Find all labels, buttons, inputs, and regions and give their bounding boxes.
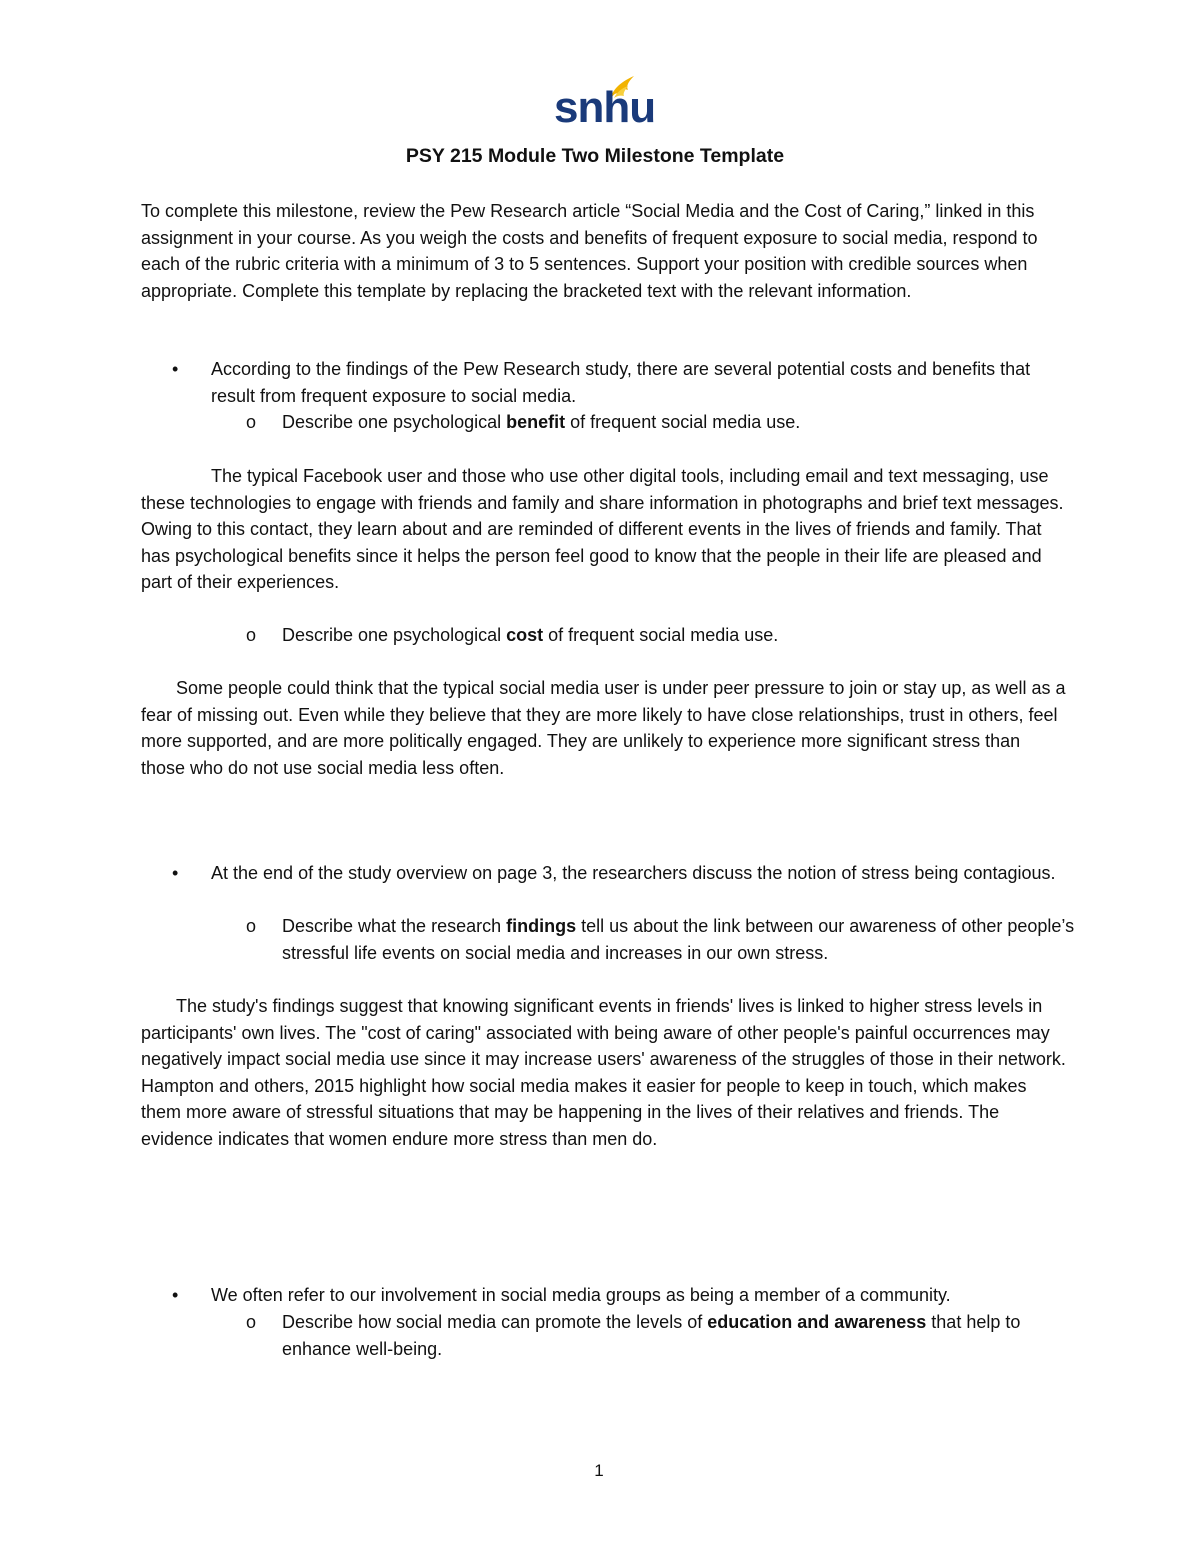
answer-paragraph-2: Some people could think that the typical social media user is under peer pressure to join or stay up, as well as a fear of missing out. Even while they believe that they are more likely to have close relationships, trust in others, feel more supported, and are more politically engaged. They are unlikely to experience more significant stress than those who do not use social media less often.	[141, 678, 1066, 778]
logo-wordmark: snhu	[554, 83, 656, 132]
prompt-keyword: benefit	[506, 412, 566, 432]
prompt-keyword: findings	[506, 916, 577, 936]
bullet-text-3: We often refer to our involvement in social media groups as being a member of a community.	[211, 1285, 951, 1305]
prompt-text: Describe one psychological cost of frequent social media use.	[282, 625, 779, 645]
page-title: PSY 215 Module Two Milestone Template	[405, 145, 785, 167]
sub-bullet-marker: o	[246, 1312, 257, 1332]
sub-bullet-marker: o	[246, 916, 257, 936]
bullet-text-1: According to the findings of the Pew Research study, there are several potential costs and benefits that result from frequent exposure to social media.	[211, 359, 1031, 406]
sub-bullet-marker: o	[246, 412, 257, 432]
bullet-marker: •	[172, 359, 179, 379]
answer-paragraph-3: The study's findings suggest that knowing significant events in friends' lives is linked to higher stress levels in participants' own lives. The "cost of caring" associated with being aware of other people's painful occurrences may negatively impact social media use since it may increase users' awareness of the struggles of those in their network. Hampton and others, 2015 highlight how social media makes it easier for people to keep in touch, which makes them more aware of stressful situations that may be happening in the lives of their relatives and friends. The evidence indicates that women endure more stress than men do.	[141, 996, 1066, 1149]
snhu-logo	[554, 74, 656, 132]
sub-bullet-marker: o	[246, 625, 257, 645]
intro-paragraph: To complete this milestone, review the Pew Research article “Social Media and the Cost of Caring,” linked in this assignment in your course. As you weigh the costs and benefits of frequent exposure to social media, respond to each of the rubric criteria with a minimum of 3 to 5 sentences. Support your position with credible sources when appropriate. Complete this template by replacing the bracketed text with the relevant information.	[141, 201, 1038, 301]
bullet-marker: •	[172, 1285, 179, 1305]
prompt-text: Describe one psychological benefit of frequent social media use.	[282, 412, 801, 432]
bullet-text-2: At the end of the study overview on page 3, the researchers discuss the notion of stress being contagious.	[211, 863, 1056, 883]
prompt-keyword: cost	[506, 625, 544, 645]
prompt-keyword: education and awareness	[707, 1312, 927, 1332]
page-number: 1	[594, 1461, 604, 1480]
prompt-text: Describe how social media can promote the levels of education and awareness that help to enhance well-being.	[282, 1312, 1021, 1359]
answer-paragraph-1: The typical Facebook user and those who use other digital tools, including email and text messaging, use these technologies to engage with friends and family and share information in photographs and brief text messages. Owing to this contact, they learn about and are reminded of different events in the lives of friends and family. That has psychological benefits since it helps the person feel good to know that the people in their life are pleased and part of their experiences.	[141, 466, 1064, 592]
prompt-text: Describe what the research findings tell us about the link between our awareness of other people’s stressful life events on social media and increases in our own stress.	[282, 916, 1075, 963]
bullet-marker: •	[172, 863, 179, 883]
